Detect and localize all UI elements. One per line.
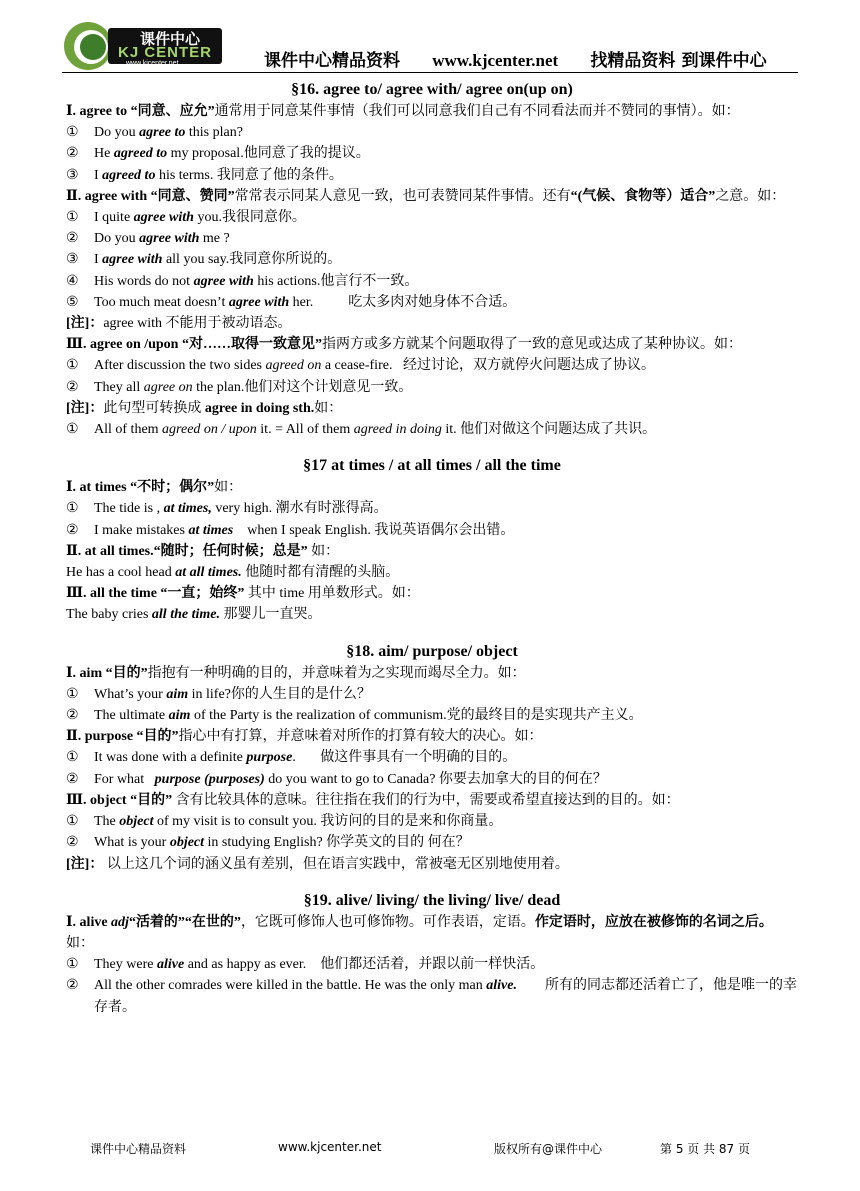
header-tagline (264, 46, 767, 71)
example-item (66, 143, 798, 164)
header-tagline-2: 找精品资料 到课件中心 (590, 51, 767, 70)
item-text: Do you agree to this plan? (94, 125, 243, 141)
section-spacer (66, 875, 798, 889)
section-spacer (66, 626, 798, 640)
example-item (66, 271, 798, 292)
item-number: ② (66, 379, 79, 395)
example-item (66, 377, 798, 398)
item-number: ① (66, 358, 79, 374)
paragraph: Ⅰ. aim “目的”指抱有一种明确的目的，并意味着为之实现而竭尽全力。如： (66, 665, 526, 681)
item-text: They were alive and as happy as ever. 他们都还活着，并跟以前一样快活。 (94, 957, 545, 973)
item-number: ⑤ (66, 294, 79, 310)
paragraph: Ⅱ. at all times.“随时；任何时候；总是” 如： (66, 543, 340, 559)
item-text: All the other comrades were killed in the battle. He was the only man alive. 所有的同志都还活着亡了，他是唯一的幸存者。 (94, 978, 797, 1015)
item-text: The ultimate aim of the Party is the realization of communism.党的最终目的是实现共产主义。 (94, 708, 643, 724)
example-item (66, 769, 798, 790)
item-number: ③ (66, 252, 79, 268)
logo-url-text: www.kjcenter.net (126, 60, 179, 67)
example-item (66, 520, 798, 541)
example-item (66, 122, 798, 143)
paragraph: Ⅰ. alive adj“活着的”“在世的”，它既可修饰人也可修饰物。可作表语，定语。作定语时，应放在被修饰的名词之后。如： (66, 914, 773, 951)
logo-en-text: KJ CENTER (118, 44, 213, 61)
item-text: They all agree on the plan.他们对这个计划意见一致。 (94, 379, 413, 395)
example-item (66, 498, 798, 519)
example-item (66, 249, 798, 270)
header-tagline-1: 课件中心精品资料 (264, 51, 400, 70)
example-item (66, 811, 798, 832)
item-number: ① (66, 686, 79, 702)
section-heading: §16. agree to/ agree with/ agree on(up on) (291, 81, 573, 98)
item-text: I agree with all you say.我同意你所说的。 (94, 252, 342, 268)
page-header (62, 20, 798, 73)
section-heading: §18. aim/ purpose/ object (346, 642, 518, 660)
example-item (66, 747, 798, 768)
item-number: ② (66, 835, 79, 851)
item-text: The tide is , at times, very high. 潮水有时涨得高。 (94, 501, 388, 517)
example-item (66, 419, 798, 440)
item-text: Do you agree with me ? (94, 231, 230, 247)
paragraph: The baby cries all the time. 那婴儿一直哭。 (66, 607, 322, 623)
item-number: ② (66, 146, 79, 162)
example-item (66, 165, 798, 186)
footer-copyright: 版权所有@课件中心 (494, 1142, 603, 1156)
item-text: All of them agreed on / upon it. = All of them agreed in doing it. 他们对做这个问题达成了共识。 (94, 422, 657, 438)
section-spacer (66, 440, 798, 454)
paragraph: Ⅲ. all the time “一直；始终” 其中 time 用单数形式。如： (66, 586, 420, 602)
item-text: What’s your aim in life?你的人生目的是什么？ (94, 686, 371, 702)
item-text: The object of my visit is to consult you. 我访问的目的是来和你商量。 (94, 814, 503, 830)
paragraph: Ⅲ. object “目的” 含有比较具体的意味。往往指在我们的行为中，需要或希望直接达到的目的。如： (66, 792, 680, 808)
item-number: ① (66, 501, 79, 517)
paragraph: Ⅲ. agree on /upon “对……取得一致意见”指两方或多方就某个问题取得了一致的意见或达成了某种协议。如： (66, 337, 742, 353)
paragraph: He has a cool head at all times. 他随时都有清醒的头脑。 (66, 565, 400, 581)
section-heading: §19. alive/ living/ the living/ live/ dead (303, 891, 561, 909)
paragraph: Ⅰ. at times “不时；偶尔”如： (66, 480, 243, 496)
paragraph: Ⅰ. agree to “同意、应允”通常用于同意某件事情（我们可以同意我们自己有不同看法而并不赞同的事情）。如： (66, 104, 740, 119)
paragraph: [注]：此句型可转换成 agree in doing sth.如： (66, 400, 343, 416)
example-item (66, 292, 798, 313)
item-text: He agreed to my proposal.他同意了我的提议。 (94, 146, 370, 162)
example-item (66, 975, 798, 1017)
example-item (66, 228, 798, 249)
item-text: His words do not agree with his actions.他言行不一致。 (94, 273, 419, 289)
item-number: ① (66, 422, 79, 438)
item-number: ② (66, 978, 79, 994)
item-text: I quite agree with you.我很同意你。 (94, 210, 306, 226)
example-item (66, 705, 798, 726)
item-text: Too much meat doesn’t agree with her. 吃太多肉对她身体不合适。 (94, 294, 517, 310)
paragraph: Ⅱ. agree with “同意、赞同”常常表示同某人意见一致，也可表赞同某件事情。还有“(气候、食物等）适合”之意。如： (66, 188, 786, 204)
footer-page-number: 第 5 页 共 87 页 (660, 1142, 750, 1156)
item-number: ③ (66, 167, 79, 183)
item-text: For what purpose (purposes) do you want to go to Canada? 你要去加拿大的目的何在？ (94, 771, 607, 787)
logo-cn-text: 课件中心 (140, 30, 201, 48)
item-number: ① (66, 957, 79, 973)
paragraph: [注]： 以上这几个词的涵义虽有差别，但在语言实践中，常被毫无区别地使用着。 (66, 856, 569, 872)
header-tagline-url: www.kjcenter.net (432, 51, 559, 70)
item-number: ① (66, 814, 79, 830)
document-body (66, 78, 798, 1018)
item-number: ① (66, 210, 79, 226)
item-text: After discussion the two sides agreed on a cease-fire. 经过讨论，双方就停火问题达成了协议。 (94, 358, 655, 374)
footer-url: www.kjcenter.net (278, 1140, 382, 1154)
footer-left: 课件中心精品资料 (90, 1142, 187, 1156)
example-item (66, 684, 798, 705)
section-heading: §17 at times / at all times / all the time (303, 457, 561, 475)
item-text: I agreed to his terms. 我同意了他的条件。 (94, 167, 343, 183)
item-text: It was done with a definite purpose. 做这件事具有一个明确的目的。 (94, 750, 517, 766)
item-number: ① (66, 750, 79, 766)
item-text: I make mistakes at times when I speak English. 我说英语偶尔会出错。 (94, 522, 515, 538)
example-item (66, 954, 798, 975)
paragraph: [注]：agree with 不能用于被动语态。 (66, 316, 292, 332)
item-number: ② (66, 231, 79, 247)
kjcenter-logo (64, 22, 224, 70)
item-number: ② (66, 522, 79, 538)
item-number: ④ (66, 273, 79, 289)
item-number: ② (66, 771, 79, 787)
example-item (66, 832, 798, 853)
item-number: ② (66, 708, 79, 724)
item-number: ① (66, 125, 79, 141)
item-text: What is your object in studying English? 你学英文的目的 何在？ (94, 835, 470, 851)
example-item (66, 207, 798, 228)
example-item (66, 355, 798, 376)
paragraph: Ⅱ. purpose “目的”指心中有打算，并意味着对所作的打算有较大的决心。如： (66, 729, 543, 745)
